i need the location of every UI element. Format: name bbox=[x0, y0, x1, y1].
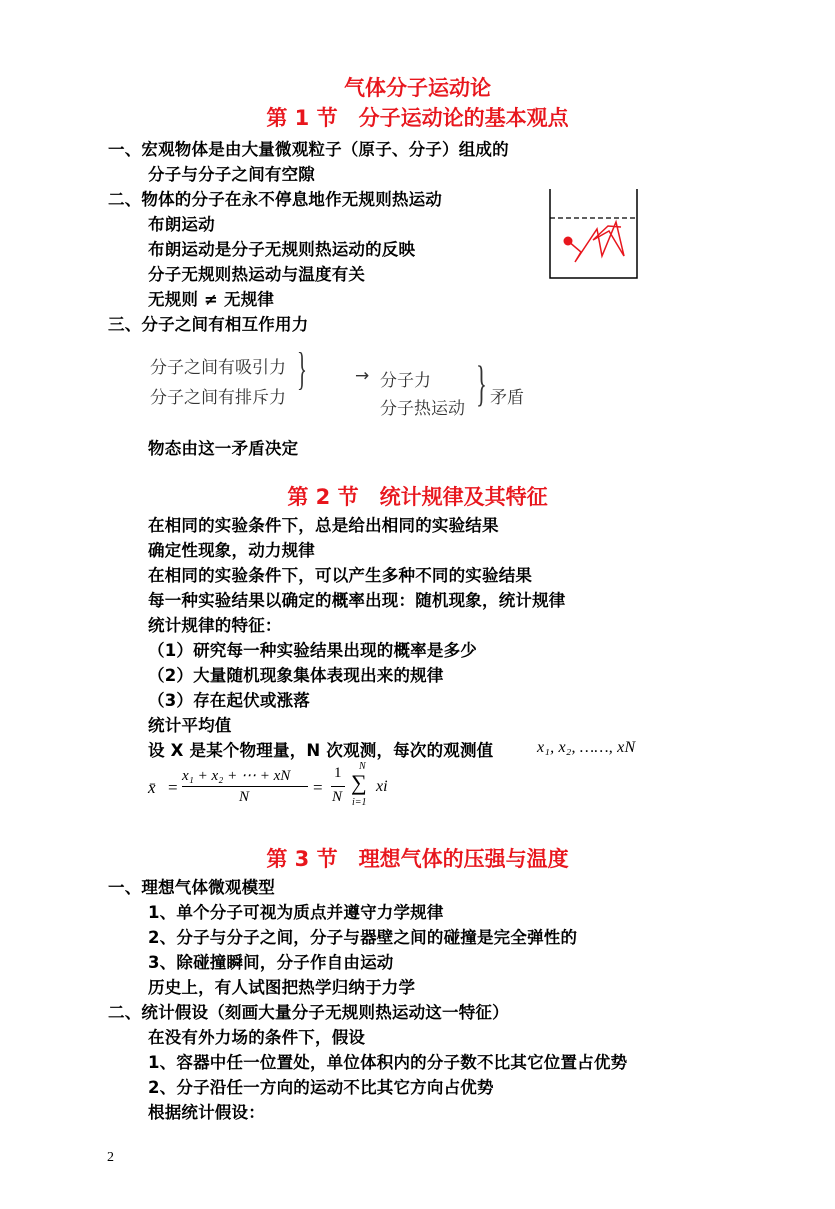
formula-xbar: x̄ bbox=[148, 778, 156, 797]
left-brace: } bbox=[297, 343, 307, 394]
sec3-line-7: 在没有外力场的条件下，假设 bbox=[148, 1028, 366, 1047]
brownian-motion-diagram bbox=[545, 186, 641, 282]
sec3-line-4: 3、除碰撞瞬间，分子作自由运动 bbox=[148, 953, 394, 972]
sec2-line-9: 统计平均值 bbox=[148, 716, 232, 735]
sec2-line-5: 统计规律的特征： bbox=[148, 616, 282, 635]
page-title: 气体分子运动论 bbox=[344, 76, 491, 100]
sum-upper-limit: N bbox=[359, 761, 366, 772]
sec2-line-4: 每一种实验结果以确定的概率出现：随机现象，统计规律 bbox=[148, 591, 566, 610]
sigma-symbol: ∑ bbox=[351, 770, 367, 795]
sec1-line-6: 分子无规则热运动与温度有关 bbox=[148, 265, 366, 284]
formula-numerator: x₁ + x₂ + ⋯ + xN bbox=[182, 768, 291, 784]
sec1-line-5: 布朗运动是分子无规则热运动的反映 bbox=[148, 240, 416, 259]
sec3-line-8: 1、容器中任一位置处，单位体积内的分子数不比其它位置占优势 bbox=[148, 1053, 628, 1072]
repel-force-label: 分子之间有排斥力 bbox=[150, 388, 286, 408]
attract-force-label: 分子之间有吸引力 bbox=[150, 358, 286, 378]
molecular-force-label: 分子力 bbox=[380, 371, 431, 391]
sec3-line-2: 1、单个分子可视为质点并遵守力学规律 bbox=[148, 903, 444, 922]
sec1-line-7: 无规则 ≠ 无规律 bbox=[148, 290, 275, 309]
sec2-line-7: （2）大量随机现象集体表现出来的规律 bbox=[148, 666, 444, 685]
sec3-line-10: 根据统计假设： bbox=[148, 1103, 265, 1122]
brownian-trace bbox=[568, 222, 624, 262]
formula-fraction-bar-2 bbox=[331, 786, 345, 787]
sec3-line-5: 历史上，有人试图把热学归纳于力学 bbox=[148, 978, 416, 997]
formula-denominator-2: N bbox=[332, 789, 343, 805]
sum-lower-limit: i=1 bbox=[352, 797, 367, 808]
sec3-line-6: 二、统计假设（刻画大量分子无规则热运动这一特征） bbox=[108, 1003, 509, 1022]
sec1-line-4: 布朗运动 bbox=[148, 215, 215, 234]
sec1-line-8: 三、分子之间有相互作用力 bbox=[108, 315, 309, 334]
sec1-conclusion: 物态由这一矛盾决定 bbox=[148, 439, 299, 458]
sec2-line-8: （3）存在起伏或涨落 bbox=[148, 691, 310, 710]
thermal-motion-label: 分子热运动 bbox=[380, 399, 465, 419]
arrow-symbol: → bbox=[355, 366, 370, 386]
formula-fraction-bar bbox=[182, 786, 308, 787]
sec3-line-9: 2、分子沿任一方向的运动不比其它方向占优势 bbox=[148, 1078, 494, 1097]
right-brace: } bbox=[476, 355, 487, 411]
sec3-line-3: 2、分子与分子之间，分子与器壁之间的碰撞是完全弹性的 bbox=[148, 928, 578, 947]
sec2-line-6: （1）研究每一种实验结果出现的概率是多少 bbox=[148, 641, 477, 660]
sec3-line-1: 一、理想气体微观模型 bbox=[108, 878, 275, 897]
formula-denominator: N bbox=[239, 789, 250, 805]
sec2-line-2: 确定性现象，动力规律 bbox=[148, 541, 315, 560]
sec1-line-2: 分子与分子之间有空隙 bbox=[148, 165, 315, 184]
section-1-heading: 第 1 节 分子运动论的基本观点 bbox=[266, 106, 569, 130]
mean-formula bbox=[148, 762, 408, 812]
sec1-line-3: 二、物体的分子在永不停息地作无规则热运动 bbox=[108, 190, 442, 209]
formula-equals-1: = bbox=[168, 778, 178, 797]
section-2-heading: 第 2 节 统计规律及其特征 bbox=[287, 485, 548, 509]
sec2-line-3: 在相同的实验条件下，可以产生多种不同的实验结果 bbox=[148, 566, 533, 585]
observed-values: x₁, x₂, ……, xN bbox=[537, 739, 636, 756]
sec2-line-1: 在相同的实验条件下，总是给出相同的实验结果 bbox=[148, 516, 499, 535]
sum-term: xi bbox=[376, 778, 388, 795]
sec1-line-1: 一、宏观物体是由大量微观粒子（原子、分子）组成的 bbox=[108, 140, 509, 159]
page-number: 2 bbox=[107, 1150, 114, 1165]
sec2-line-10: 设 X 是某个物理量，N 次观测，每次的观测值 bbox=[148, 741, 494, 760]
formula-one: 1 bbox=[334, 765, 342, 781]
contradiction-label: 矛盾 bbox=[490, 388, 524, 408]
section-3-heading: 第 3 节 理想气体的压强与温度 bbox=[266, 847, 569, 871]
formula-equals-2: = bbox=[313, 778, 323, 797]
